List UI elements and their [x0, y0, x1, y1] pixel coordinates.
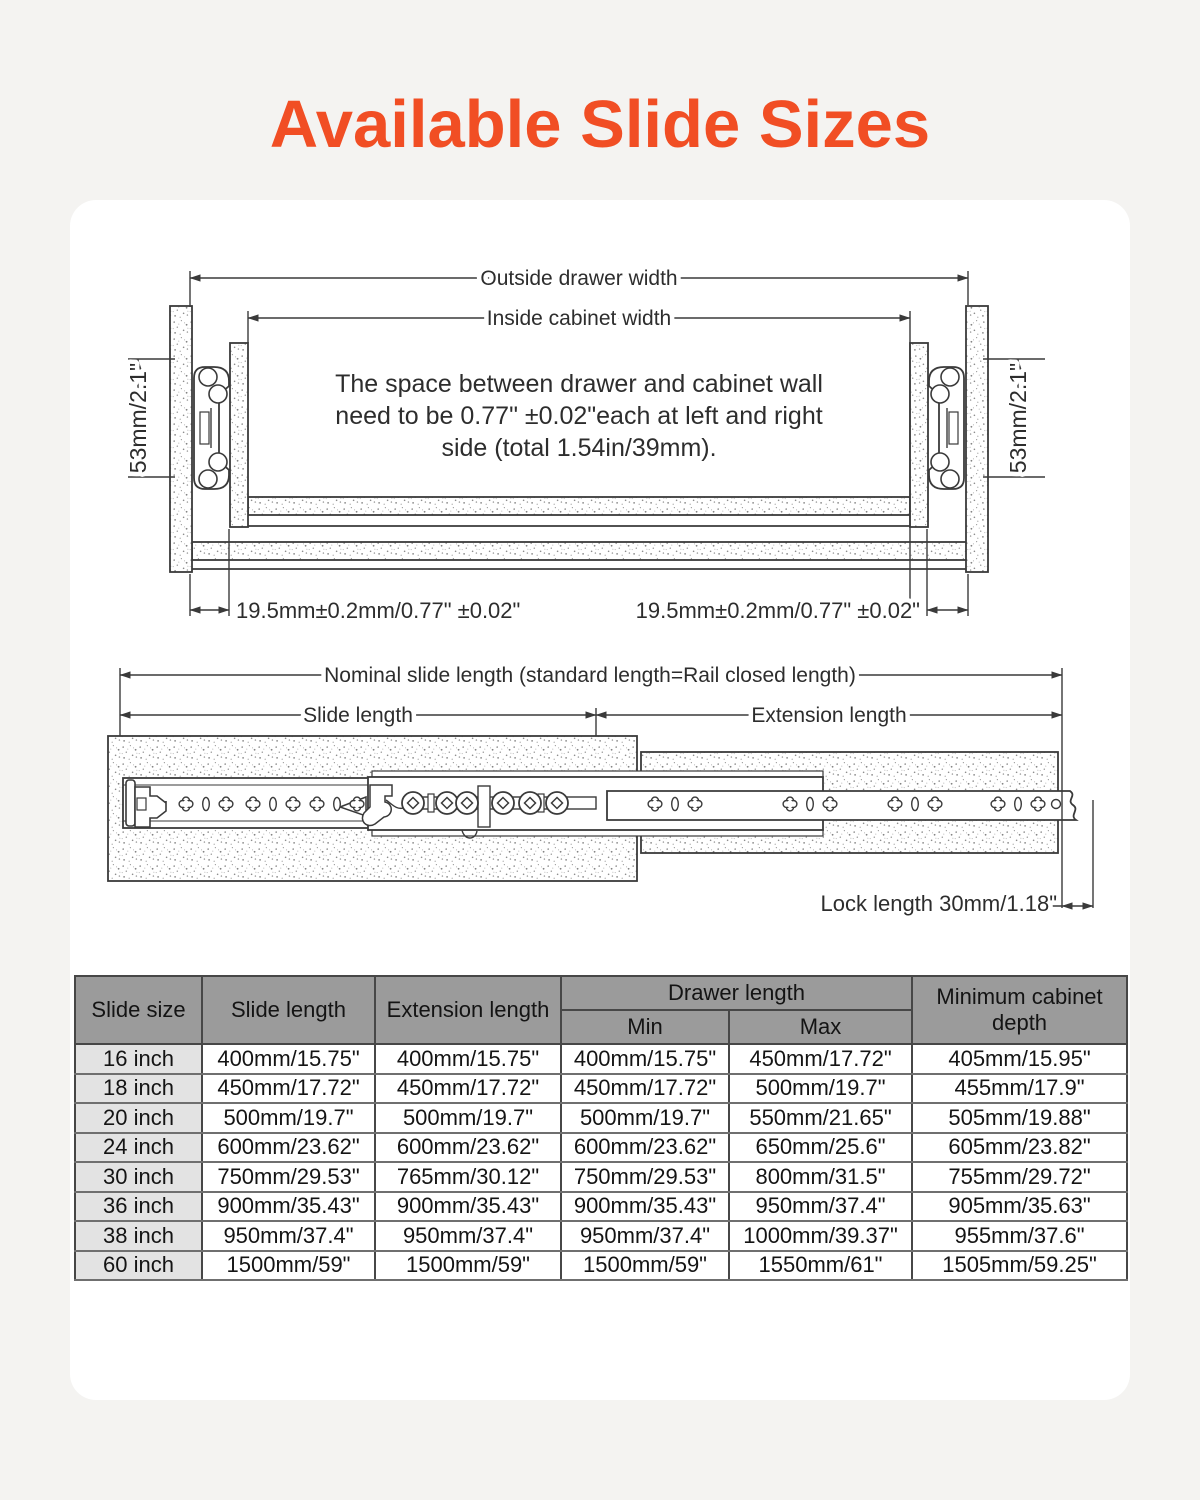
value-cell: 950mm/37.4"	[202, 1221, 375, 1251]
content-card	[70, 200, 1130, 1400]
table-row	[75, 1162, 1127, 1192]
clearance-note	[335, 370, 823, 462]
value-cell: 600mm/23.62"	[202, 1133, 375, 1163]
table-row	[75, 1221, 1127, 1251]
value-cell: 400mm/15.75"	[375, 1044, 561, 1074]
table-row	[75, 1103, 1127, 1133]
header-slide-length: Slide length	[202, 976, 375, 1044]
right-side-assembly	[910, 306, 988, 572]
table-header	[75, 976, 1127, 1044]
nominal-length-label: Nominal slide length (standard length=Rail closed length)	[324, 664, 856, 687]
header-extension-length: Extension length	[375, 976, 561, 1044]
value-cell: 755mm/29.72"	[912, 1162, 1127, 1192]
value-cell: 500mm/19.7"	[561, 1103, 729, 1133]
slide-size-cell: 38 inch	[75, 1221, 202, 1251]
value-cell: 1505mm/59.25"	[912, 1251, 1127, 1281]
value-cell: 600mm/23.62"	[375, 1133, 561, 1163]
value-cell: 405mm/15.95"	[912, 1044, 1127, 1074]
value-cell: 605mm/23.82"	[912, 1133, 1127, 1163]
header-slide-size: Slide size	[75, 976, 202, 1044]
table-row	[75, 1074, 1127, 1104]
value-cell: 450mm/17.72"	[375, 1074, 561, 1104]
table-row	[75, 1133, 1127, 1163]
right-gap-label: 19.5mm±0.2mm/0.77" ±0.02"	[635, 598, 920, 623]
value-cell: 1000mm/39.37"	[729, 1221, 912, 1251]
left-gap-label: 19.5mm±0.2mm/0.77" ±0.02"	[236, 598, 521, 623]
width-cross-section-diagram	[125, 267, 1045, 623]
note-line-1: The space between drawer and cabinet wall	[335, 370, 823, 398]
value-cell: 900mm/35.43"	[202, 1192, 375, 1222]
slide-size-table	[74, 975, 1128, 1281]
value-cell: 950mm/37.4"	[729, 1192, 912, 1222]
slide-diagrams	[70, 200, 1130, 980]
lock-length-label: Lock length 30mm/1.18"	[820, 891, 1057, 916]
value-cell: 500mm/19.7"	[729, 1074, 912, 1104]
value-cell: 400mm/15.75"	[561, 1044, 729, 1074]
value-cell: 505mm/19.88"	[912, 1103, 1127, 1133]
value-cell: 750mm/29.53"	[202, 1162, 375, 1192]
note-line-2: need to be 0.77" ±0.02"each at left and right	[335, 402, 823, 430]
slide-length-diagram	[108, 664, 1093, 916]
value-cell: 950mm/37.4"	[561, 1221, 729, 1251]
value-cell: 950mm/37.4"	[375, 1221, 561, 1251]
slide-size-cell: 36 inch	[75, 1192, 202, 1222]
value-cell: 905mm/35.63"	[912, 1192, 1127, 1222]
value-cell: 800mm/31.5"	[729, 1162, 912, 1192]
value-cell: 750mm/29.53"	[561, 1162, 729, 1192]
value-cell: 955mm/37.6"	[912, 1221, 1127, 1251]
value-cell: 1500mm/59"	[561, 1251, 729, 1281]
table-row	[75, 1251, 1127, 1281]
left-side-assembly	[170, 306, 248, 572]
note-line-3: side (total 1.54in/39mm).	[441, 434, 717, 462]
extension-length-label: Extension length	[751, 704, 907, 727]
page-title: Available Slide Sizes	[269, 87, 931, 162]
value-cell: 650mm/25.6"	[729, 1133, 912, 1163]
value-cell: 900mm/35.43"	[561, 1192, 729, 1222]
header-drawer-max: Max	[729, 1010, 912, 1044]
value-cell: 400mm/15.75"	[202, 1044, 375, 1074]
drawer-bottom-board	[248, 497, 910, 515]
slide-size-cell: 24 inch	[75, 1133, 202, 1163]
outside-drawer-width-label: Outside drawer width	[480, 267, 678, 290]
value-cell: 1500mm/59"	[375, 1251, 561, 1281]
value-cell: 765mm/30.12"	[375, 1162, 561, 1192]
table-row	[75, 1192, 1127, 1222]
value-cell: 500mm/19.7"	[202, 1103, 375, 1133]
value-cell: 1550mm/61"	[729, 1251, 912, 1281]
header-min-cabinet-depth: Minimum cabinet depth	[912, 976, 1127, 1044]
slide-length-label: Slide length	[303, 704, 413, 727]
value-cell: 1500mm/59"	[202, 1251, 375, 1281]
table-body	[75, 1044, 1127, 1280]
value-cell: 600mm/23.62"	[561, 1133, 729, 1163]
table-row	[75, 1044, 1127, 1074]
slide-size-cell: 30 inch	[75, 1162, 202, 1192]
slide-size-cell: 60 inch	[75, 1251, 202, 1281]
right-slide-height-label: 53mm/2.1"	[1005, 362, 1031, 474]
left-slide-height-label: 53mm/2.1"	[125, 362, 151, 474]
value-cell: 450mm/17.72"	[729, 1044, 912, 1074]
header-drawer-min: Min	[561, 1010, 729, 1044]
slide-size-cell: 20 inch	[75, 1103, 202, 1133]
value-cell: 455mm/17.9"	[912, 1074, 1127, 1104]
slide-size-cell: 16 inch	[75, 1044, 202, 1074]
slide-size-cell: 18 inch	[75, 1074, 202, 1104]
cabinet-bottom-board	[192, 542, 968, 560]
value-cell: 550mm/21.65"	[729, 1103, 912, 1133]
value-cell: 500mm/19.7"	[375, 1103, 561, 1133]
value-cell: 900mm/35.43"	[375, 1192, 561, 1222]
value-cell: 450mm/17.72"	[561, 1074, 729, 1104]
header-drawer-length: Drawer length	[561, 976, 912, 1010]
value-cell: 450mm/17.72"	[202, 1074, 375, 1104]
inside-cabinet-width-label: Inside cabinet width	[486, 307, 672, 330]
